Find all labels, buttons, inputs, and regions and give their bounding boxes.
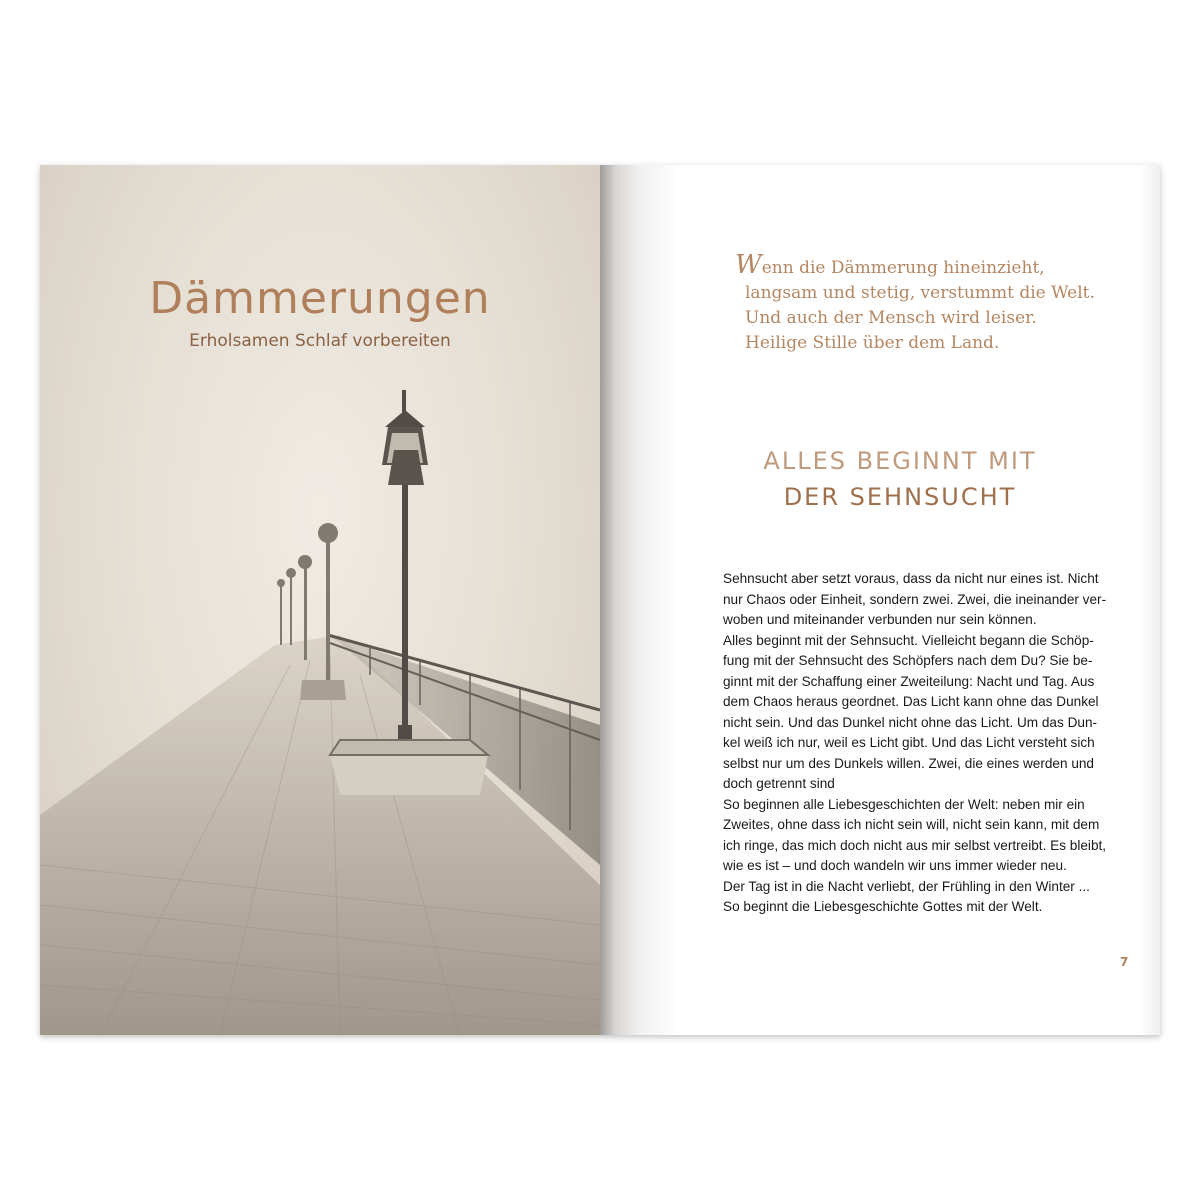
body-line: doch getrennt sind bbox=[723, 776, 835, 791]
left-page bbox=[40, 165, 600, 1035]
body-line: Alles beginnt mit der Sehnsucht. Vielleicht begann die Schöp- bbox=[723, 632, 1094, 648]
poem-line-3: Und auch der Mensch wird leiser. bbox=[745, 308, 1037, 328]
body-line: fung mit der Sehnsucht des Schöpfers nach dem Du? Sie be- bbox=[723, 653, 1093, 668]
body-line: woben und miteinander verbunden nur sein können. bbox=[723, 612, 1037, 627]
body-line: So beginnen alle Liebesgeschichten der Welt: neben mir ein bbox=[723, 796, 1085, 812]
body-line: Der Tag ist in die Nacht verliebt, der Frühling in den Winter ... bbox=[723, 878, 1090, 894]
body-line: Sehnsucht aber setzt voraus, dass da nicht nur eines ist. Nicht bbox=[723, 571, 1099, 586]
body-line: nicht sein. Und das Dunkel nicht ohne das Licht. Um das Dun- bbox=[723, 714, 1098, 730]
body-line: nur Chaos oder Einheit, sondern zwei. Zwei, die ineinander ver- bbox=[723, 591, 1107, 607]
book-gutter bbox=[600, 165, 640, 1035]
poem-line-1 bbox=[735, 250, 1135, 281]
body-line: So beginnt die Liebesgeschichte Gottes mit der Welt. bbox=[723, 899, 1043, 914]
page-number: 7 bbox=[1120, 955, 1129, 969]
body-line: kel weiß ich nur, weil es Licht gibt. Und das Licht versteht sich bbox=[723, 735, 1095, 750]
opening-poem bbox=[735, 250, 1135, 356]
body-line: Zweites, ohne dass ich nicht sein will, nicht sein kann, mit dem bbox=[723, 817, 1100, 832]
right-page bbox=[640, 165, 1160, 1035]
body-line: dem Chaos heraus geordnet. Das Licht kann ohne das Dunkel bbox=[723, 694, 1099, 709]
body-line: ginnt mit der Schaffung einer Zweiteilung: Nacht und Tag. Aus bbox=[723, 673, 1095, 689]
body-text bbox=[723, 569, 1143, 918]
section-heading bbox=[640, 443, 1160, 515]
section-heading-line-2: DER SEHNSUCHT bbox=[783, 483, 1017, 511]
chapter-subtitle: Erholsamen Schlaf vorbereiten bbox=[189, 331, 451, 351]
section-heading-line-1: ALLES BEGINNT MIT bbox=[763, 447, 1037, 475]
body-line: selbst nur um des Dunkels willen. Zwei, die eines werden und bbox=[723, 755, 1094, 771]
poem-line-4: Heilige Stille über dem Land. bbox=[745, 333, 1000, 353]
poem-line-2: langsam und stetig, verstummt die Welt. bbox=[745, 283, 1095, 303]
poem-first-line-text: enn die Dämmerung hineinzieht, bbox=[761, 258, 1045, 278]
body-line: ich ringe, das mich doch nicht aus mir selbst vertreibt. Es bleibt, bbox=[723, 837, 1107, 853]
poem-dropcap: W bbox=[735, 250, 762, 280]
chapter-title: Dämmerungen bbox=[149, 273, 491, 324]
body-line: wie es ist – und doch wandeln wir uns immer wieder neu. bbox=[723, 858, 1067, 873]
book-spread bbox=[40, 165, 1160, 1035]
